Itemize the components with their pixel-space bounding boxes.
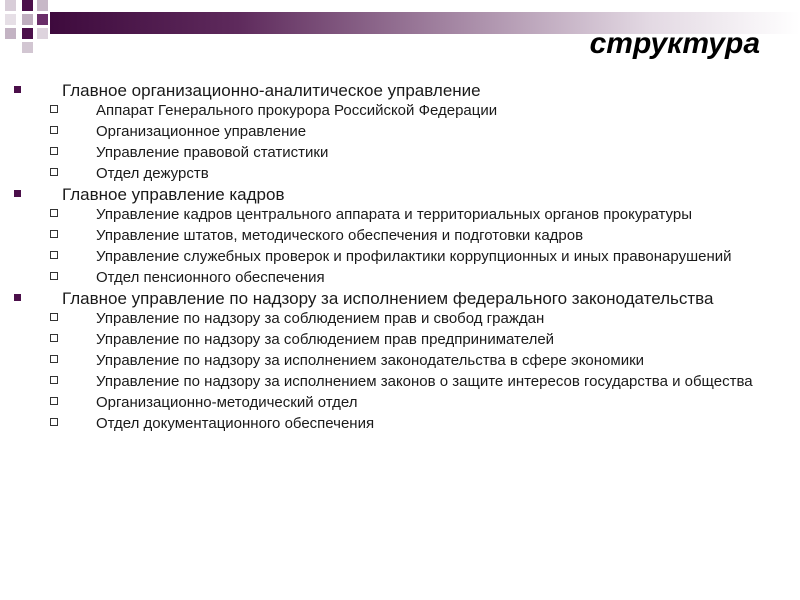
section-heading	[0, 186, 800, 203]
section-personnel	[0, 186, 800, 286]
list-item	[0, 331, 800, 348]
hollow-square-bullet-icon	[50, 147, 58, 155]
hollow-square-bullet-icon	[50, 209, 58, 217]
list-item	[0, 165, 800, 182]
list-item-text: Отдел пенсионного обеспечения	[96, 269, 325, 286]
list-item-text: Управление служебных проверок и профилактики коррупционных и иных правонарушений	[96, 248, 732, 265]
hollow-square-bullet-icon	[50, 272, 58, 280]
list-item	[0, 310, 800, 327]
hollow-square-bullet-icon	[50, 334, 58, 342]
list-item-text: Управление по надзору за соблюдением прав предпринимателей	[96, 331, 555, 348]
list-item	[0, 123, 800, 140]
list-item-text: Отдел документационного обеспечения	[96, 415, 375, 432]
hollow-square-bullet-icon	[50, 230, 58, 238]
hollow-square-bullet-icon	[50, 418, 58, 426]
list-item-text: Управление штатов, методического обеспечения и подготовки кадров	[96, 227, 584, 244]
hollow-square-bullet-icon	[50, 168, 58, 176]
list-item	[0, 415, 800, 432]
section-heading-text: Главное управление кадров	[62, 185, 285, 204]
hollow-square-bullet-icon	[50, 376, 58, 384]
slide-content	[0, 78, 800, 436]
hollow-square-bullet-icon	[50, 105, 58, 113]
hollow-square-bullet-icon	[50, 397, 58, 405]
deco-square	[5, 28, 16, 39]
list-item	[0, 352, 800, 369]
list-item	[0, 144, 800, 161]
deco-square	[22, 42, 33, 53]
deco-square	[5, 0, 16, 11]
list-item	[0, 373, 800, 390]
hollow-square-bullet-icon	[50, 355, 58, 363]
hollow-square-bullet-icon	[50, 313, 58, 321]
list-item-text: Управление по надзору за исполнением законодательства в сфере экономики	[96, 352, 645, 369]
section-supervision	[0, 290, 800, 432]
square-bullet-icon	[14, 190, 21, 197]
square-bullet-icon	[14, 294, 21, 301]
list-item-text: Организационное управление	[96, 123, 307, 140]
list-item-text: Управление кадров центрального аппарата и территориальных органов прокуратуры	[96, 206, 693, 223]
deco-square	[37, 0, 48, 11]
deco-square	[22, 14, 33, 25]
deco-square	[37, 14, 48, 25]
list-item	[0, 227, 800, 244]
section-heading-text: Главное организационно-аналитическое управление	[62, 81, 481, 100]
list-item-text: Управление по надзору за соблюдением прав и свобод граждан	[96, 310, 545, 327]
deco-square	[5, 14, 16, 25]
list-item	[0, 269, 800, 286]
hollow-square-bullet-icon	[50, 251, 58, 259]
section-org-analytical	[0, 82, 800, 182]
section-heading	[0, 290, 800, 307]
list-item	[0, 248, 800, 265]
slide-title: структура	[589, 27, 760, 60]
section-heading-text: Главное управление по надзору за исполнением федерального законодательства	[62, 289, 714, 308]
section-heading	[0, 82, 800, 99]
list-item	[0, 102, 800, 119]
list-item	[0, 394, 800, 411]
list-item-text: Управление правовой статистики	[96, 144, 329, 161]
square-bullet-icon	[14, 86, 21, 93]
list-item-text: Аппарат Генерального прокурора Российской Федерации	[96, 102, 498, 119]
deco-square	[22, 28, 33, 39]
list-item-text: Управление по надзору за исполнением законов о защите интересов государства и общества	[96, 373, 753, 390]
list-item-text: Организационно-методический отдел	[96, 394, 358, 411]
hollow-square-bullet-icon	[50, 126, 58, 134]
list-item	[0, 206, 800, 223]
deco-square	[37, 28, 48, 39]
list-item-text: Отдел дежурств	[96, 165, 209, 182]
deco-square	[22, 0, 33, 11]
